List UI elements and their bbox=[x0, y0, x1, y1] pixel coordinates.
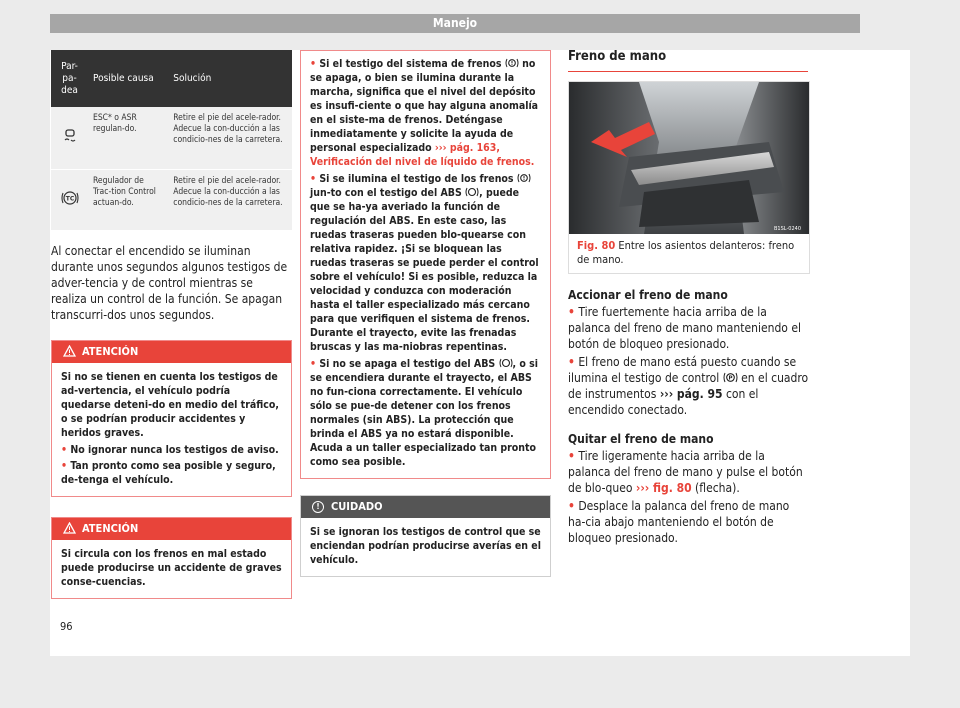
warning-text: jun-to con el testigo del ABS bbox=[310, 187, 462, 199]
warning-box-1: ATENCIÓN Si no se tienen en cuenta los testigos de ad-vertencia, el vehículo podría quedarse deteni-do en medio del tráfico, o se podrían producir accidentes y heridos graves. • No ignorar nunca los testigos de aviso. • Tan pronto como sea posible y seguro, de-tenga el vehículo. bbox=[51, 340, 292, 497]
caution-text: Si se ignoran los testigos de control que se enciendan podrían producirse averías en el vehículo. bbox=[310, 526, 541, 566]
warning-box-2 bbox=[51, 517, 292, 599]
esc-skid-icon bbox=[62, 128, 78, 144]
warning-triangle-icon bbox=[63, 522, 76, 534]
left-column bbox=[51, 50, 292, 599]
list-item: El freno de mano está puesto cuando se ilumina el testigo de control bbox=[568, 355, 797, 385]
table-row bbox=[51, 107, 292, 169]
warning-text: , puede que se ha-ya averiado la función de regulación del ABS. En este caso, las ruedas traseras pueden blo-quearse con relativa rapidez. ¡Si se bloquean las ruedas traseras se puede perder el control sobre el vehículo! Si es posible, reduzca la velocidad y conduzca con moderación hasta el taller especializado más cercano para que verifiquen el sistema de frenos. Durante el trayecto, evite las frenadas bruscas y las ma-niobras repentinas. bbox=[310, 187, 539, 353]
intro-paragraph: Al conectar el encendido se iluminan durante unos segundos algunos testigos de adver-tencia y de control mientras se realiza un control de la función. Se apagan transcurri-dos unos segundos. bbox=[51, 243, 288, 322]
table-cell-cause: Regulador de Trac-tion Control actuan-do. bbox=[88, 169, 168, 230]
tc-icon bbox=[61, 190, 79, 206]
page-number: 96 bbox=[60, 620, 73, 633]
warning-bullet: No ignorar nunca los testigos de aviso. bbox=[70, 443, 279, 456]
warning-text: , o si se encendiera durante el trayecto, el ABS no fun-ciona correctamente. El vehículo sólo se pue-de detener con los frenos normales (sin ABS). La protección que brinda el ABS ya no estará disponible. Acuda a un taller especializado tan pronto como sea posible. bbox=[310, 358, 539, 468]
brake-warning-icon bbox=[505, 58, 519, 68]
table-header-blinking: Par- pa- dea bbox=[51, 50, 88, 107]
svg-text:P: P bbox=[728, 375, 733, 382]
page-reference-link[interactable]: ››› pág. 163, Verificación del nivel de líquido de frenos. bbox=[310, 142, 535, 168]
abs-icon bbox=[499, 358, 513, 368]
middle-column bbox=[300, 50, 551, 577]
list-item: en el cuadro de instrumentos bbox=[568, 371, 809, 401]
warning-label: ATENCIÓN bbox=[82, 344, 139, 358]
list-item: con el encendido conectado. bbox=[568, 387, 759, 417]
figure-number: Fig. 80 bbox=[577, 239, 616, 252]
table-row bbox=[51, 169, 292, 230]
table-cell-cause: ESC* o ASR regulan-do. bbox=[88, 107, 168, 169]
abs-icon bbox=[465, 187, 479, 197]
warning-text: Si no se apaga el testigo del ABS bbox=[319, 358, 496, 370]
list-item: Tire ligeramente hacia arriba de la palanca del freno de mano y pulse el botón de blo-queo bbox=[568, 449, 803, 495]
warning-lights-table bbox=[51, 50, 292, 231]
figure-code: B1SL-0240 bbox=[773, 226, 801, 232]
warning-label: ATENCIÓN bbox=[82, 521, 139, 535]
section-title: Freno de mano bbox=[568, 49, 808, 72]
subheading: Quitar el freno de mano bbox=[568, 432, 714, 446]
table-cell-solution: Retire el pie del acele-rador. Adecue la con-ducción a las condicio-nes de la carretera. bbox=[168, 107, 292, 169]
table-cell-solution: Retire el pie del acele-rador. Adecue la con-ducción a las condicio-nes de la carretera. bbox=[168, 169, 292, 230]
parking-brake-icon bbox=[723, 372, 738, 383]
warning-text: Si no se tienen en cuenta los testigos de ad-vertencia, el vehículo podría quedarse deteni-do en medio del tráfico, o se podrían producir accidentes y heridos graves. bbox=[61, 370, 279, 439]
table-header-solution: Solución bbox=[168, 50, 292, 107]
figure-caption: Entre los asientos delanteros: freno de mano. bbox=[577, 239, 795, 266]
header-title: Manejo bbox=[432, 16, 478, 30]
warning-text: Si el testigo del sistema de frenos bbox=[319, 58, 502, 70]
figure bbox=[568, 81, 810, 274]
table-header-cause: Posible causa bbox=[88, 50, 168, 107]
page-reference-link[interactable]: ››› pág. 95 bbox=[659, 387, 723, 401]
warning-text: Si circula con los frenos en mal estado puede producirse un accidente de graves conse-cuencias. bbox=[61, 547, 282, 588]
warning-text: no se apaga, o bien se ilumina durante la marcha, significa que el nivel del depósito es insufi-ciente o que hay alguna anomalía en el siste-ma de frenos. Deténgase inmediatamente y solicite la ayuda de personal especializado bbox=[310, 58, 539, 154]
caution-label: CUIDADO bbox=[331, 500, 383, 513]
subheading: Accionar el freno de mano bbox=[568, 288, 728, 302]
warning-triangle-icon bbox=[63, 345, 76, 357]
list-item: Desplace la palanca del freno de mano ha-cia abajo manteniendo el botón de bloqueo presionado. bbox=[568, 499, 790, 545]
right-column: Freno de mano B1SL-0240 Fig. 80 Entre los asientos delanteros: freno de mano. Accionar el freno de mano • Tire fuertemente hacia arriba de la palanca del freno de mano manteniendo el botón de bloqueo presionado. • El freno de mano está puesto cuando se ilumina el testigo de control P en el cuadro de instrumentos ››› pág. 95 con el encendido conectado. Quitar el freno de mano • Tire ligeramente hacia arriba de la palanca del freno de mano y pulse el botón de blo-queo ››› fig. 80 (flecha). • Desplace la palanca del freno de mano ha-cia abajo manteniendo el botón de bloqueo presionado. bbox=[568, 49, 809, 545]
brake-warning-icon bbox=[517, 173, 531, 183]
list-item: Tire fuertemente hacia arriba de la palanca del freno de mano manteniendo el botón de bloqueo presionado. bbox=[568, 305, 801, 351]
caution-box bbox=[300, 495, 551, 577]
svg-text:TC: TC bbox=[65, 195, 74, 202]
handbrake-photo bbox=[569, 82, 809, 234]
warning-text: Si se ilumina el testigo de los frenos bbox=[319, 173, 514, 185]
figure-reference-link[interactable]: ››› fig. 80 bbox=[635, 481, 692, 495]
warning-box-3: • Si el testigo del sistema de frenos no se apaga, o bien se ilumina durante la marcha, significa que el nivel del depósito es insufi-ciente o que hay alguna anomalía en el siste-ma de frenos. Deténgase inmediatamente y solicite la ayuda de personal especializado ››› pág. 163, Verificación del nivel de líquido de frenos. • Si se ilumina el testigo de los frenos jun-to con el testigo del ABS , puede que se ha-ya averiado la función de regulación del ABS. En este caso, las ruedas traseras pueden blo-quearse con relativa rapidez. ¡Si se bloquean las ruedas traseras se puede perder el control sobre el vehículo! Si es posible, reduzca la velocidad y conduzca con moderación hasta el taller especializado más cercano para que verifiquen el sistema de frenos. Durante el trayecto, evite las frenadas bruscas y las ma-niobras repentinas. • Si no se apaga el testigo del ABS , o si se encendiera durante el trayecto, el ABS no fun-ciona correctamente. El vehículo sólo se pue-de detener con los frenos normales (sin ABS). La protección que brinda el ABS ya no estará disponible. Acuda a un taller especializado tan pronto como sea posible. bbox=[300, 50, 551, 479]
page-header bbox=[50, 14, 860, 33]
warning-bullet: Tan pronto como sea posible y seguro, de-tenga el vehículo. bbox=[61, 459, 276, 486]
info-circle-icon: ! bbox=[312, 501, 324, 513]
list-item: (flecha). bbox=[695, 481, 740, 495]
